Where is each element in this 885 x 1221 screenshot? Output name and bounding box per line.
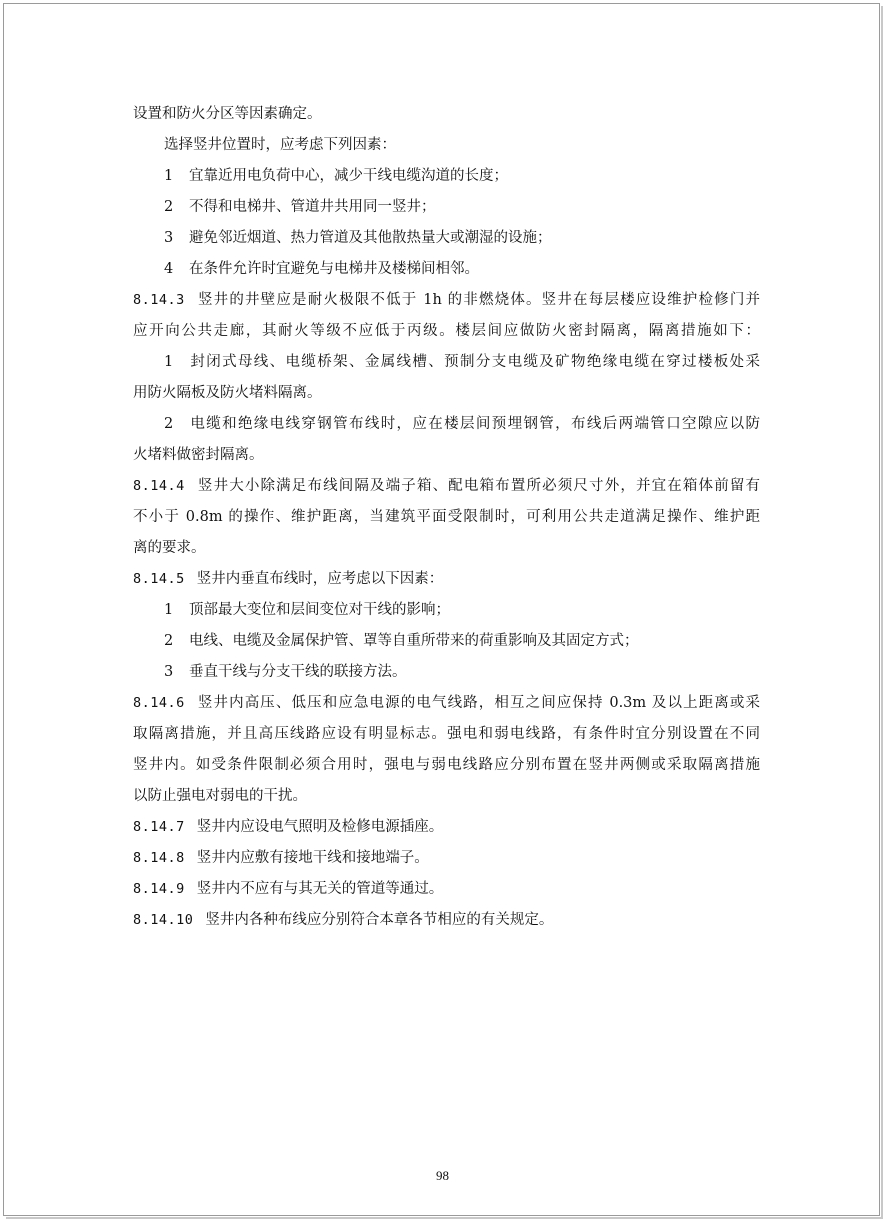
paragraph-line (133, 533, 760, 564)
page-number: 98 (436, 1168, 449, 1183)
paragraph-text: 离的要求。 (133, 540, 206, 556)
list-item (133, 595, 760, 626)
list-item (133, 626, 760, 657)
list-item (133, 409, 760, 440)
item-number: 3 (164, 230, 174, 246)
paragraph-line (133, 750, 760, 781)
clause-number: 8.14.7 (133, 819, 185, 835)
clause-number: 8.14.5 (133, 571, 185, 587)
list-item (133, 223, 760, 254)
paragraph-line (133, 378, 760, 409)
list-item (133, 657, 760, 688)
paragraph-line (133, 440, 760, 471)
paragraph-text: 竖井内。如受条件限制必须合用时，强电与弱电线路应分别布置在竖井两侧或采取隔离措施 (133, 757, 760, 773)
clause-text: 竖井大小除满足布线间隔及端子箱、配电箱布置所必须尺寸外，并宜在箱体前留有 (196, 478, 760, 494)
clause-line (133, 843, 760, 874)
item-number: 1 (164, 602, 174, 618)
paragraph-text: 应开向公共走廊，其耐火等级不应低于丙级。楼层间应做防火密封隔离，隔离措施如下： (133, 323, 760, 339)
clause-number: 8.14.3 (133, 292, 185, 308)
clause-text: 竖井内应敷有接地干线和接地端子。 (196, 850, 429, 866)
clause-line (133, 564, 760, 595)
clause-line (133, 874, 760, 905)
paragraph-text: 设置和防火分区等因素确定。 (133, 106, 322, 122)
paragraph-text: 取隔离措施，并且高压线路应设有明显标志。强电和弱电线路，有条件时宜分别设置在不同 (133, 726, 760, 742)
item-number: 2 (164, 633, 174, 649)
paragraph-line (133, 719, 760, 750)
item-number: 4 (164, 261, 174, 277)
clause-text: 竖井的井壁应是耐火极限不低于 1h 的非燃烧体。竖井在每层楼应设维护检修门并 (196, 292, 760, 308)
clause-text: 竖井内垂直布线时，应考虑以下因素： (196, 571, 444, 587)
item-text: 垂直干线与分支干线的联接方法。 (189, 664, 407, 680)
clause-number: 8.14.10 (133, 912, 194, 928)
paragraph-text: 选择竖井位置时，应考虑下列因素： (164, 137, 396, 153)
list-item (133, 192, 760, 223)
clause-text: 竖井内应设电气照明及检修电源插座。 (196, 819, 444, 835)
clause-number: 8.14.9 (133, 881, 185, 897)
paragraph-text: 以防止强电对弱电的干扰。 (133, 788, 307, 804)
clause-text: 竖井内不应有与其无关的管道等通过。 (196, 881, 444, 897)
list-item (133, 254, 760, 285)
item-text: 宜靠近用电负荷中心，减少干线电缆沟道的长度； (189, 168, 508, 184)
list-item (133, 347, 760, 378)
clause-number: 8.14.6 (133, 695, 185, 711)
clause-line (133, 812, 760, 843)
item-text: 顶部最大变位和层间变位对干线的影响； (189, 602, 450, 618)
paragraph-text: 火堵料做密封隔离。 (133, 447, 264, 463)
list-item (133, 161, 760, 192)
item-text: 电线、电缆及金属保护管、罩等自重所带来的荷重影响及其固定方式； (189, 633, 639, 649)
clause-line (133, 905, 760, 936)
paragraph-text: 用防火隔板及防火堵料隔离。 (133, 385, 322, 401)
paragraph-line (133, 130, 760, 161)
paragraph-line (133, 316, 760, 347)
clause-text: 竖井内各种布线应分别符合本章各节相应的有关规定。 (205, 912, 554, 928)
item-text: 在条件允许时宜避免与电梯井及楼梯间相邻。 (189, 261, 479, 277)
item-number: 1 (164, 354, 174, 370)
clause-line (133, 471, 760, 502)
item-text: 封闭式母线、电缆桥架、金属线槽、预制分支电缆及矿物绝缘电缆在穿过楼板处采 (189, 354, 760, 370)
clause-number: 8.14.4 (133, 478, 185, 494)
item-number: 3 (164, 664, 174, 680)
item-text: 避免邻近烟道、热力管道及其他散热量大或潮湿的设施； (189, 230, 552, 246)
paragraph-text: 不小于 0.8m 的操作、维护距离，当建筑平面受限制时，可利用公共走道满足操作、维护距 (133, 509, 760, 525)
clause-line (133, 285, 760, 316)
paragraph-line (133, 502, 760, 533)
document-body (133, 99, 760, 936)
item-number: 1 (164, 168, 174, 184)
clause-number: 8.14.8 (133, 850, 185, 866)
item-number: 2 (164, 199, 174, 215)
paragraph-line (133, 99, 760, 130)
paragraph-line (133, 781, 760, 812)
item-text: 电缆和绝缘电线穿钢管布线时，应在楼层间预埋钢管，布线后两端管口空隙应以防 (189, 416, 760, 432)
item-text: 不得和电梯井、管道井共用同一竖井； (189, 199, 436, 215)
item-number: 2 (164, 416, 174, 432)
clause-text: 竖井内高压、低压和应急电源的电气线路，相互之间应保持 0.3m 及以上距离或采 (196, 695, 760, 711)
clause-line (133, 688, 760, 719)
